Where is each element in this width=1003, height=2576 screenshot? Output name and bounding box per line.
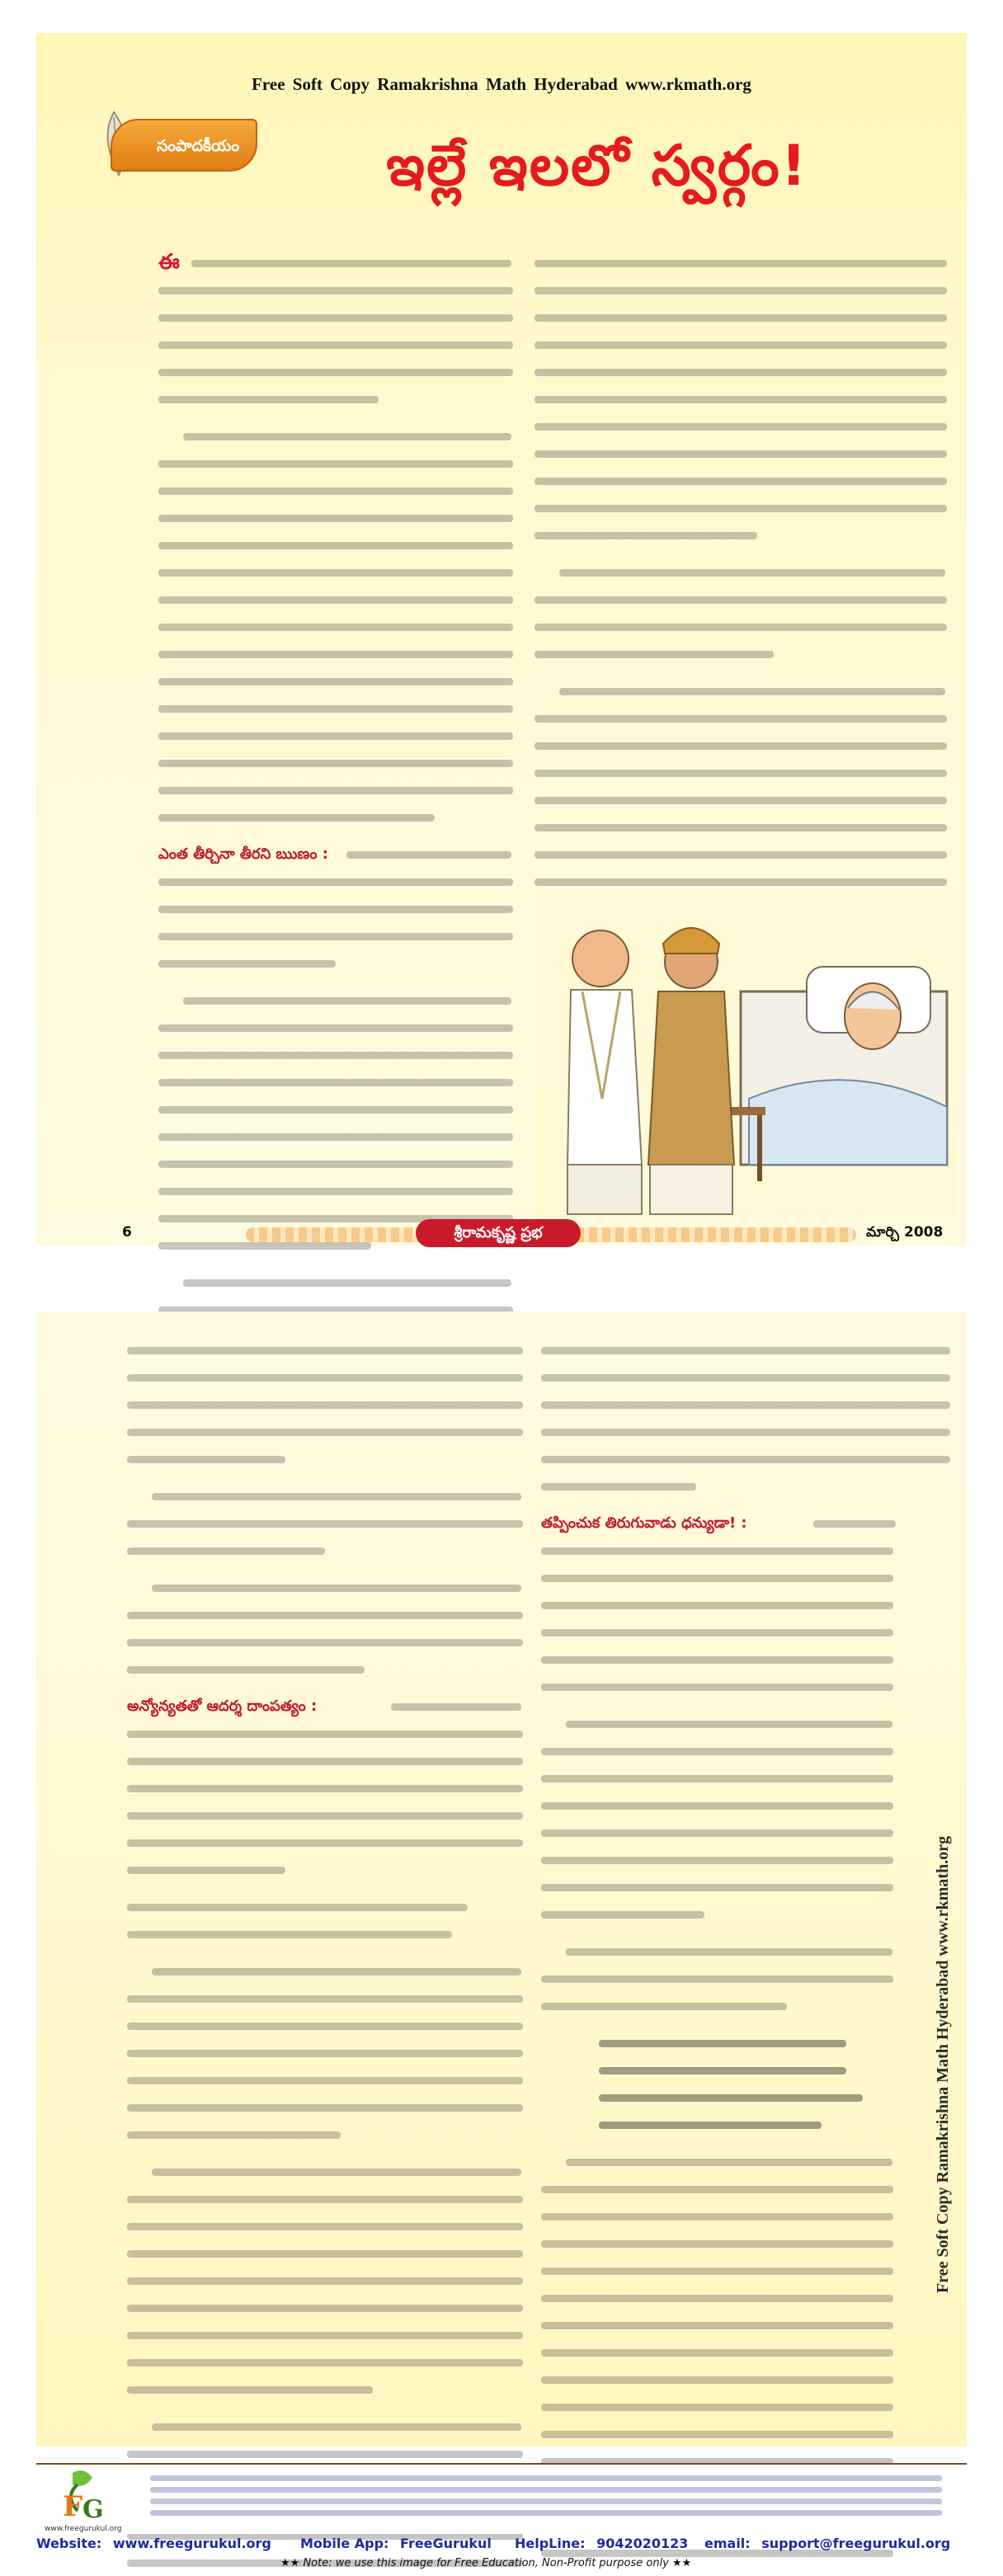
text-line: [541, 2230, 950, 2257]
text-line: [127, 1801, 523, 1829]
text-line: [127, 2158, 523, 2185]
text-line: [127, 1482, 523, 1509]
text-line: [541, 1618, 950, 1646]
text-line: [127, 2039, 523, 2066]
text-line: [534, 868, 947, 895]
email-label: email:: [704, 2536, 751, 2551]
verse-line: [541, 2029, 950, 2056]
text-line: [541, 2175, 950, 2202]
text-line: [158, 450, 513, 477]
text-line: [541, 1846, 950, 1873]
text-line: [534, 841, 947, 868]
text-line: [541, 2202, 950, 2230]
text-line: [541, 1819, 950, 1846]
text-line: [541, 1591, 950, 1618]
text-line: [158, 1068, 513, 1095]
email-link[interactable]: support@freegurukul.org: [761, 2536, 951, 2551]
text-line: [158, 385, 513, 412]
section-heading: ఎంత తీర్చినా తీరని ఋణం :: [158, 845, 328, 863]
text-line: [541, 2311, 950, 2338]
text-line: [127, 2376, 523, 2403]
mobile-label: Mobile App:: [300, 2536, 389, 2551]
text-line: [150, 2487, 958, 2493]
text-line: [541, 1673, 950, 1700]
text-line: [541, 1509, 950, 1537]
contact-bar: [3, 2536, 967, 2554]
text-line: [541, 2366, 950, 2393]
text-line: [541, 1472, 950, 1500]
helpline-label: HelpLine:: [515, 2536, 586, 2551]
text-line: [158, 531, 513, 558]
article-column-left: [127, 1336, 523, 2576]
article-column-left: [158, 249, 513, 1323]
verse-line: [541, 2056, 950, 2084]
free-gurukul-logo: [40, 2465, 139, 2534]
text-line: [127, 2267, 523, 2294]
text-line: [158, 1041, 513, 1068]
text-line: [534, 613, 947, 640]
illustration-bedside-scene: [534, 892, 957, 1218]
text-line: [127, 1985, 523, 2012]
text-line: [127, 1957, 523, 1985]
text-line: [534, 640, 947, 667]
text-line: [534, 786, 947, 813]
text-line: [158, 776, 513, 803]
text-line: [534, 304, 947, 331]
text-line: [541, 1564, 950, 1591]
watermark-text: Free Soft Copy Ramakrishna Math Hyderabad www.rkmath.org: [934, 1835, 952, 2293]
text-line: [534, 412, 947, 440]
text-line: [150, 2475, 958, 2481]
text-line: [127, 1391, 523, 1418]
side-watermark: [906, 1666, 952, 2293]
lead-word: ఈ: [158, 250, 180, 275]
logo-caption: www.freegurukul.org: [45, 2525, 122, 2533]
text-line: [541, 2257, 950, 2284]
text-line: [158, 1014, 513, 1041]
text-line: [127, 1856, 523, 1883]
text-line: [158, 749, 513, 776]
text-line: [158, 841, 513, 868]
text-line: [541, 1537, 950, 1564]
page-footer: [36, 1224, 967, 1246]
section-heading: అన్యోన్యతతో ఆదర్శ దాంపత్యం :: [127, 1698, 318, 1715]
website-link[interactable]: www.freegurukul.org: [112, 2536, 271, 2551]
text-line: [158, 477, 513, 504]
text-line: [127, 2093, 523, 2121]
text-line: [127, 2413, 523, 2440]
svg-text:F: F: [63, 2490, 83, 2523]
text-line: [158, 695, 513, 722]
text-line: [127, 1574, 523, 1601]
text-line: [127, 1829, 523, 1856]
text-line: [534, 704, 947, 732]
email-item: [704, 2536, 950, 2551]
text-line: [158, 331, 513, 358]
text-line: [127, 1537, 523, 1564]
text-line: [158, 304, 513, 331]
website-label: Website:: [36, 2536, 102, 2551]
text-line: [541, 2420, 950, 2447]
text-line: [541, 1646, 950, 1673]
text-line: [127, 2185, 523, 2212]
verse-line: [541, 2111, 950, 2138]
magazine-page-2: [36, 1312, 967, 2446]
text-line: [158, 1095, 513, 1123]
text-line: [158, 276, 513, 304]
text-line: [158, 1269, 513, 1296]
text-line: [158, 249, 513, 276]
text-line: [127, 2321, 523, 2348]
text-line: [127, 1509, 523, 1537]
text-line: [127, 1628, 523, 1655]
magazine-name: శ్రీరామకృష్ణ ప్రభ: [416, 1219, 581, 1247]
text-line: [541, 1965, 950, 1992]
text-line: [534, 759, 947, 786]
text-line: [534, 521, 947, 549]
text-line: [534, 494, 947, 521]
site-header: Free Soft Copy Ramakrishna Math Hyderabad www.rkmath.org: [252, 74, 751, 94]
page-number: 6: [122, 1224, 132, 1241]
text-line: [541, 1391, 950, 1418]
text-line: [534, 558, 947, 586]
text-line: [158, 722, 513, 749]
text-line: [158, 586, 513, 613]
article-column-right: [534, 249, 947, 922]
text-line: [127, 1747, 523, 1774]
svg-text:G: G: [82, 2495, 104, 2524]
text-line: [541, 1336, 950, 1363]
text-line: [127, 1774, 523, 1801]
text-line: [127, 1601, 523, 1628]
text-line: [534, 440, 947, 467]
text-line: [541, 2338, 950, 2366]
text-line: [534, 276, 947, 304]
text-line: [127, 2066, 523, 2093]
text-line: [158, 667, 513, 695]
text-line: [158, 868, 513, 895]
text-line: [158, 803, 513, 831]
text-line: [541, 1418, 950, 1445]
text-line: [127, 2348, 523, 2376]
text-line: [158, 922, 513, 949]
text-line: [541, 1992, 950, 2019]
text-line: [541, 1764, 950, 1792]
text-line: [541, 1900, 950, 1928]
text-line: [127, 1920, 523, 1947]
text-line: [534, 331, 947, 358]
text-line: [541, 1792, 950, 1819]
magazine-page-1: [36, 33, 967, 1246]
verse-line: [541, 2084, 950, 2111]
helpline-item: [515, 2536, 688, 2551]
text-line: [150, 2510, 958, 2516]
text-line: [158, 987, 513, 1014]
text-line: [534, 813, 947, 841]
text-line: [541, 2284, 950, 2311]
mobile-app-name[interactable]: FreeGurukul: [400, 2536, 492, 2551]
text-line: [534, 249, 947, 276]
text-line: [127, 2012, 523, 2039]
issue-date: మార్చి 2008: [866, 1224, 944, 1241]
text-line: [158, 358, 513, 385]
article-column-right: [541, 1336, 950, 2576]
text-line: [541, 1737, 950, 1764]
text-line: [127, 1418, 523, 1445]
text-line: [534, 467, 947, 494]
text-line: [541, 1363, 950, 1391]
text-line: [158, 558, 513, 586]
text-line: [127, 1336, 523, 1363]
website-item: [36, 2536, 271, 2551]
text-line: [534, 358, 947, 385]
free-gurukul-banner: [36, 2463, 967, 2534]
text-line: [158, 504, 513, 531]
text-line: [158, 1150, 513, 1177]
text-line: [541, 1710, 950, 1737]
text-line: [127, 2121, 523, 2148]
banner-text: [150, 2470, 958, 2516]
mobile-item: [300, 2536, 492, 2551]
text-line: [127, 2294, 523, 2321]
text-line: [534, 677, 947, 704]
text-line: [541, 2393, 950, 2420]
editorial-badge: సంపాదకీయం: [111, 119, 257, 172]
text-line: [158, 422, 513, 450]
text-line: [534, 732, 947, 759]
text-line: [541, 1873, 950, 1900]
text-line: [541, 2148, 950, 2175]
text-line: [534, 385, 947, 412]
text-line: [158, 1123, 513, 1150]
text-line: [541, 1938, 950, 1965]
text-line: [158, 613, 513, 640]
text-line: [158, 949, 513, 977]
text-line: [127, 1720, 523, 1747]
text-line: [534, 586, 947, 613]
text-line: [127, 1693, 523, 1720]
text-line: [158, 1177, 513, 1204]
text-line: [127, 1363, 523, 1391]
text-line: [127, 1655, 523, 1683]
usage-note: ★★ Note: we use this image for Free Education, Non-Profit purpose only ★★: [280, 2557, 692, 2569]
text-line: [127, 1445, 523, 1472]
article-title: ఇల్లే ఇలలో స్వర్గం!: [386, 134, 808, 199]
text-line: [127, 2239, 523, 2267]
text-line: [158, 640, 513, 667]
section-heading: తప్పించుక తిరుగువాడు ధన్యుడా! :: [541, 1514, 747, 1532]
text-line: [127, 1893, 523, 1920]
text-line: [158, 895, 513, 922]
text-line: [150, 2498, 958, 2504]
text-line: [127, 2212, 523, 2239]
helpline-number[interactable]: 9042020123: [596, 2536, 689, 2551]
text-line: [541, 1445, 950, 1472]
